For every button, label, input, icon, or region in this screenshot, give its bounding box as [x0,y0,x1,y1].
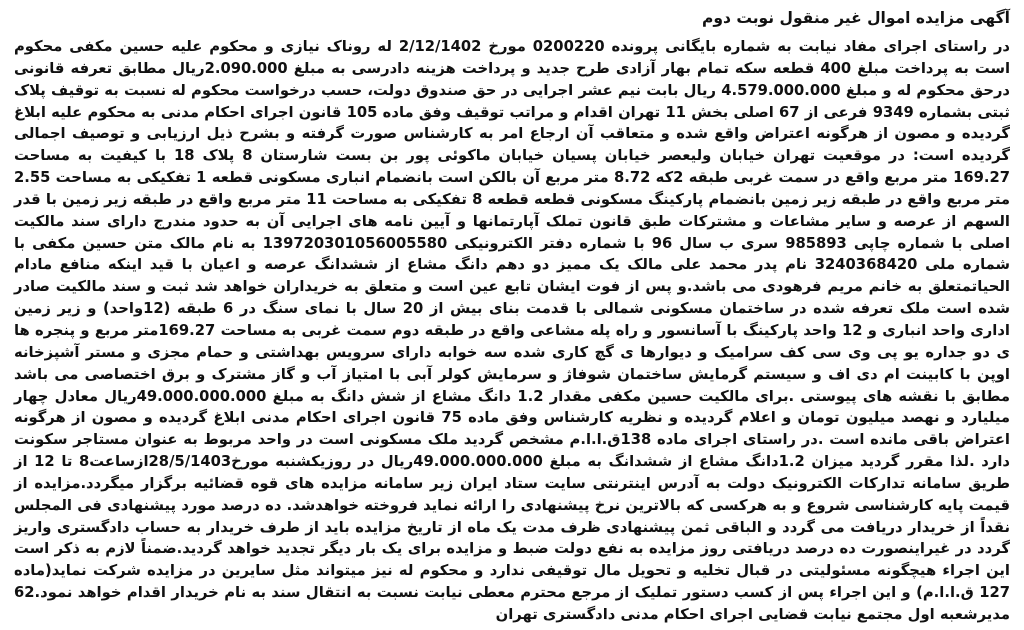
notice-body-text: در راستای اجرای مفاد نیابت به شماره بایگانی پرونده 0200220 مورخ 2/12/1402 له روناک نیازی و محکوم علیه حسین مکفی محکوم است به پرداخت مبلغ 400 قطعه سکه تمام بهار آزادی طرح جدید و پرداخت هزینه دادرسی به مبلغ 2.090.000ریال مطابق تعرفه قانونی درحق محکوم له و مبلغ 4.579.000.000 ریال بابت نیم عشر اجرایی در حق صندوق دولت، حسب درخواست محکوم له نسبت به توقیف پلاک ثبتی بشماره 9349 فرعی از 67 اصلی بخش 11 تهران اقدام و مراتب توقیف وفق ماده 105 قانون اجرای احکام مدنی به محکوم علیه ابلاغ گردیده و مصون از هرگونه اعتراض واقع شده و متعاقب آن ارجاع امر به کارشناس صورت گرفته و بشرح ذیل ارزیابی و توصیف اجمالی گردیده است: در موقعیت تهران خیابان ولیعصر خیابان پسیان خیابان ماکوئی پور بن بست شارستان 8 پلاک 18 با کیفیت به مساحت 169.27 متر مربع واقع در سمت غربی طبقه 2که 8.72 متر مربع آن بالکن است بانضمام انباری مسکونی قطعه 1 تفکیکی به مساحت 2.55 متر مربع واقع در طبقه زیر زمین بانضمام پارکینگ مسکونی قطعه قطعه 8 تفکیکی به مساحت 11 متر مربع واقع در طبقه زیر زمین با قدر السهم از عرصه و سایر مشاعات و مشترکات طبق قانون تملک آپارتمانها و آیین نامه های اجرایی آن به حدود مندرج دارای سند مالکیت اصلی با شماره چاپی 985893 سری ب سال 96 با شماره دفتر الکترونیکی 139720301056005580 به نام مالک متن حسین مکفی با شماره ملی 3240368420 نام پدر محمد علی مالک یک ممیز دو دهم دانگ مشاع از ششدانگ عرصه و اعیان با قید اینکه منافع مادام الحیاتمتعلق به خانم مریم فرهودی می باشد.و پس از فوت ایشان تابع عین است و متعلق به خریداران خواهد شد ثبت و سند مالکیت صادر شده است ملک تعرفه شده در ساختمان مسکونی شمالی با قدمت بنای بیش از 20 سال با نمای سنگ در 6 طبقه (12واحد) و زیر زمین اداری واحد انباری و 12 واحد پارکینگ با آسانسور و راه پله مشاعی واقع در طبقه دوم سمت غربی به مساحت 169.27متر مربع و پنجره ها ی دو جداره یو پی وی سی کف سرامیک و دیوارها ی گچ کاری شده سه خوابه دارای سرویس بهداشتی و حمام مجزی و مستر آشپزخانه اوپن با کابینت ام دی اف و سیستم گرمایش ساختمان شوفاژ و سرمایش کولر آبی با امتیاز آب و گاز مشترک و برق اختصاصی می باشد مطابق با نقشه های پیوستی .برای مالکیت حسین مکفی مقدار 1.2 دانگ مشاع از شش دانگ به مبلغ 49.000.000.000ریال معادل چهار میلیارد و نهصد میلیون تومان و اعلام گردیده و نظریه کارشناس وفق ماده 75 قانون اجرای احکام مدنی ابلاغ گردیده و مصون از هرگونه اعتراض باقی مانده است .در راستای اجرای ماده 138ق.ا.ا.م مشخص گردید ملک مسکونی است در واحد مربوط به عنوان مستاجر سکونت دارد .لذا مقرر گردید میزان 1.2دانگ مشاع از ششدانگ به مبلغ 49.000.000.000ریال در روزیکشنبه مورخ28/5/1403ازساعت8 تا 12 از طریق سامانه تدارکات الکترونیک دولت به آدرس اینترنتی سایت ستاد ایران زیر سامانه مزایده های قوه قضائیه برگزار میگردد.مزایده از قیمت پایه کارشناسی شروع و به هرکسی که بالاترین نرخ پیشنهادی را ارائه نماید فروخته خواهدشد. ده درصد مورد پیشنهادی فی المجلس نقداً از خریدار دریافت می گردد و الباقی ثمن پیشنهادی ظرف مدت یک ماه از تاریخ مزایده باید از طرف خریدار به حساب دادگستری واریز گردد در غیراینصورت ده درصد دریافتی روز مزایده به نفع دولت ضبط و مزایده برای یک بار دیگر تجدید خواهد گردید.ضمناً لازم به ذکر است این اجراء هیچگونه مسئولیتی در قبال تخلیه و تحویل مال توقیفی ندارد و محکوم له نیز میتواند مثل سایرین در مزایده شرکت نماید(ماده 127 ق.ا.ا.م) و این اجراء پس از کسب دستور تملیک از مرجع محترم معطی نیابت نسبت به انتقال سند به نام خریدار اقدام خواهد نمود.62 مدیرشعبه اول مجتمع نیابت قضایی اجرای احکام مدنی دادگستری تهران [14,38,1011,623]
notice-title: آگهی مزایده اموال غیر منقول نوبت دوم [701,9,1010,27]
